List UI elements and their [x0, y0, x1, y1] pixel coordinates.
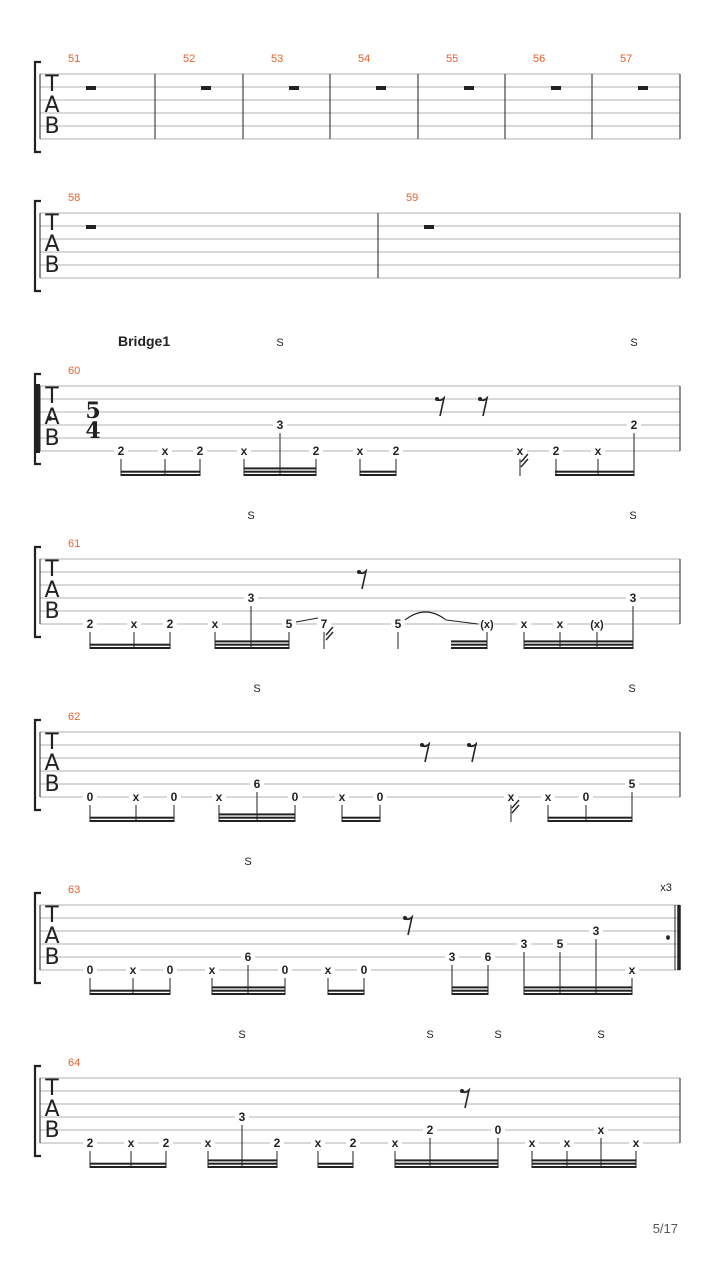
tab-clef-letter: A: [44, 578, 60, 603]
page-number: 5/17: [652, 1221, 678, 1236]
measure-number: 60: [68, 365, 81, 377]
fret-number: 2: [273, 1136, 281, 1150]
fret-number: 3: [629, 591, 637, 605]
beam: [524, 993, 632, 995]
fret-number: x: [516, 444, 524, 458]
fret-number: x: [208, 963, 216, 977]
fret-number: 0: [291, 790, 299, 804]
beam: [360, 474, 396, 476]
tab-clef-letter: B: [44, 426, 60, 451]
beam: [90, 644, 170, 646]
beam: [90, 647, 170, 649]
staff-system-2: [35, 201, 680, 291]
fret-number: 3: [238, 1110, 246, 1124]
fret-number: 0: [582, 790, 590, 804]
whole-rest: [464, 86, 474, 90]
fret-number: x: [594, 444, 602, 458]
slap-marker: S: [276, 337, 284, 349]
beam: [452, 986, 488, 988]
measure-number: 62: [68, 711, 81, 723]
fret-number: 3: [276, 418, 284, 432]
fret-number: x: [544, 790, 552, 804]
beam: [524, 647, 633, 649]
tab-clef-letter: B: [44, 114, 60, 139]
repeat-count: x3: [660, 882, 672, 894]
tab-clef-letter: T: [45, 557, 59, 582]
tab-clef-letter: A: [44, 405, 60, 430]
tab-clef-letter: T: [45, 384, 59, 409]
staff-system-7: [35, 1066, 680, 1168]
fret-number: (x): [480, 619, 494, 631]
beam: [90, 990, 170, 992]
fret-number: 5: [556, 937, 564, 951]
fret-number: (x): [590, 619, 604, 631]
fret-number: 0: [494, 1123, 502, 1137]
fret-number: x: [520, 617, 528, 631]
beam: [90, 817, 174, 819]
fret-number: x: [240, 444, 248, 458]
beam: [360, 471, 396, 473]
fret-number: x: [130, 617, 138, 631]
rest-dot: [478, 397, 482, 401]
fret-number: x: [204, 1136, 212, 1150]
fret-number: x: [556, 617, 564, 631]
tab-clef-letter: B: [44, 945, 60, 970]
measure-number: 51: [68, 53, 81, 65]
fret-number: x: [215, 790, 223, 804]
rest-dot: [403, 916, 407, 920]
beam: [215, 647, 289, 649]
whole-rest: [424, 225, 434, 229]
fret-number: 3: [448, 950, 456, 964]
fret-number: 6: [244, 950, 252, 964]
fret-number: x: [528, 1136, 536, 1150]
fret-number: 2: [426, 1123, 434, 1137]
fret-number: 0: [360, 963, 368, 977]
beam: [451, 640, 487, 642]
beam: [451, 647, 487, 649]
fret-number: x: [132, 790, 140, 804]
fret-number: 0: [166, 963, 174, 977]
slap-marker: S: [244, 856, 252, 868]
fret-number: 6: [484, 950, 492, 964]
measure-number: 55: [446, 53, 459, 65]
fret-number: 7: [320, 617, 328, 631]
staff-system-5: [35, 720, 680, 822]
whole-rest: [86, 86, 96, 90]
tab-clef-letter: A: [44, 1097, 60, 1122]
beam: [395, 1166, 498, 1168]
fret-number: 0: [281, 963, 289, 977]
measure-number: 54: [358, 53, 371, 65]
fret-number: 2: [349, 1136, 357, 1150]
tab-clef-letter: B: [44, 1118, 60, 1143]
beam: [524, 986, 632, 988]
tab-clef-letter: T: [45, 72, 59, 97]
fret-number: x: [391, 1136, 399, 1150]
tab-clef-letter: A: [44, 232, 60, 257]
staff-system-3: [35, 374, 680, 476]
beam: [90, 1163, 166, 1165]
slap-marker: S: [597, 1029, 605, 1041]
beam: [215, 640, 289, 642]
slap-marker: S: [630, 337, 638, 349]
beam: [90, 820, 174, 822]
slap-marker: S: [238, 1029, 246, 1041]
slap-marker: S: [628, 683, 636, 695]
fret-number: 0: [86, 790, 94, 804]
fret-number: x: [338, 790, 346, 804]
beam: [318, 1166, 353, 1168]
fret-number: 0: [86, 963, 94, 977]
beam: [532, 1166, 636, 1168]
fret-number: 0: [170, 790, 178, 804]
tab-clef-letter: T: [45, 730, 59, 755]
whole-rest: [201, 86, 211, 90]
tab-clef-letter: A: [44, 751, 60, 776]
beam: [524, 990, 632, 992]
tab-clef-letter: A: [44, 924, 60, 949]
fret-number: x: [632, 1136, 640, 1150]
beam: [121, 474, 200, 476]
tab-clef-letter: B: [44, 253, 60, 278]
beam: [90, 993, 170, 995]
beam: [395, 1163, 498, 1165]
fret-number: x: [628, 963, 636, 977]
fret-number: 2: [86, 1136, 94, 1150]
beam: [532, 1163, 636, 1165]
measure-number: 52: [183, 53, 196, 65]
tab-clef-letter: T: [45, 1076, 59, 1101]
fret-number: 3: [520, 937, 528, 951]
rest-dot: [460, 1089, 464, 1093]
tab-clef-letter: T: [45, 211, 59, 236]
fret-number: x: [127, 1136, 135, 1150]
beam: [452, 993, 488, 995]
fret-number: x: [324, 963, 332, 977]
fret-number: x: [356, 444, 364, 458]
tie-tail: [446, 620, 478, 624]
tie-arc: [405, 612, 446, 620]
rest-dot: [435, 397, 439, 401]
tab-clef-letter: B: [44, 599, 60, 624]
slap-marker: S: [494, 1029, 502, 1041]
measure-number: 64: [68, 1057, 81, 1069]
beam: [452, 990, 488, 992]
measure-number: 56: [533, 53, 546, 65]
fret-number: x: [161, 444, 169, 458]
repeat-dot: [666, 936, 670, 940]
slide-line: [296, 618, 318, 622]
beam: [215, 644, 289, 646]
fret-number: x: [563, 1136, 571, 1150]
fret-number: 5: [628, 777, 636, 791]
measure-number: 57: [620, 53, 633, 65]
staff-system-4: [35, 547, 680, 649]
fret-number: 3: [247, 591, 255, 605]
measure-number: 58: [68, 192, 81, 204]
slap-marker: S: [253, 683, 261, 695]
slap-marker: S: [629, 510, 637, 522]
beam: [121, 471, 200, 473]
whole-rest: [289, 86, 299, 90]
fret-number: 2: [552, 444, 560, 458]
fret-number: 2: [162, 1136, 170, 1150]
fret-number: x: [597, 1123, 605, 1137]
fret-number: x: [314, 1136, 322, 1150]
slap-marker: S: [247, 510, 255, 522]
staff-system-1: [35, 62, 680, 152]
measure-number: 59: [406, 192, 419, 204]
whole-rest: [551, 86, 561, 90]
beam: [328, 993, 364, 995]
fret-number: 2: [312, 444, 320, 458]
fret-number: 5: [285, 617, 293, 631]
slap-marker: S: [426, 1029, 434, 1041]
fret-number: 2: [166, 617, 174, 631]
tab-clef-letter: A: [44, 93, 60, 118]
beam: [90, 1166, 166, 1168]
measure-number: 63: [68, 884, 81, 896]
beam: [395, 1159, 498, 1161]
beam: [524, 640, 633, 642]
fret-number: x: [507, 790, 515, 804]
rest-dot: [467, 743, 471, 747]
beam: [328, 990, 364, 992]
whole-rest: [638, 86, 648, 90]
measure-number: 61: [68, 538, 81, 550]
beam: [548, 820, 632, 822]
staff-system-6: [35, 893, 680, 995]
tab-clef-letter: B: [44, 772, 60, 797]
beam: [342, 820, 380, 822]
fret-number: x: [129, 963, 137, 977]
rest-dot: [420, 743, 424, 747]
time-signature-top: 5: [85, 398, 101, 424]
fret-number: 2: [117, 444, 125, 458]
section-label: Bridge1: [118, 333, 171, 349]
fret-number: 6: [253, 777, 261, 791]
whole-rest: [376, 86, 386, 90]
time-signature-bottom: 4: [85, 418, 101, 444]
fret-number: 0: [376, 790, 384, 804]
fret-number: 2: [196, 444, 204, 458]
fret-number: 2: [392, 444, 400, 458]
whole-rest: [86, 225, 96, 229]
fret-number: 2: [86, 617, 94, 631]
fret-number: 5: [394, 617, 402, 631]
measure-number: 53: [271, 53, 284, 65]
beam: [342, 817, 380, 819]
fret-number: x: [211, 617, 219, 631]
rest-dot: [357, 570, 361, 574]
beam: [555, 471, 634, 473]
beam: [532, 1159, 636, 1161]
beam: [451, 644, 487, 646]
tab-clef-letter: T: [45, 903, 59, 928]
beam: [555, 474, 634, 476]
fret-number: 3: [592, 924, 600, 938]
beam: [524, 644, 633, 646]
beam: [548, 817, 632, 819]
fret-number: 2: [630, 418, 638, 432]
beam: [318, 1163, 353, 1165]
